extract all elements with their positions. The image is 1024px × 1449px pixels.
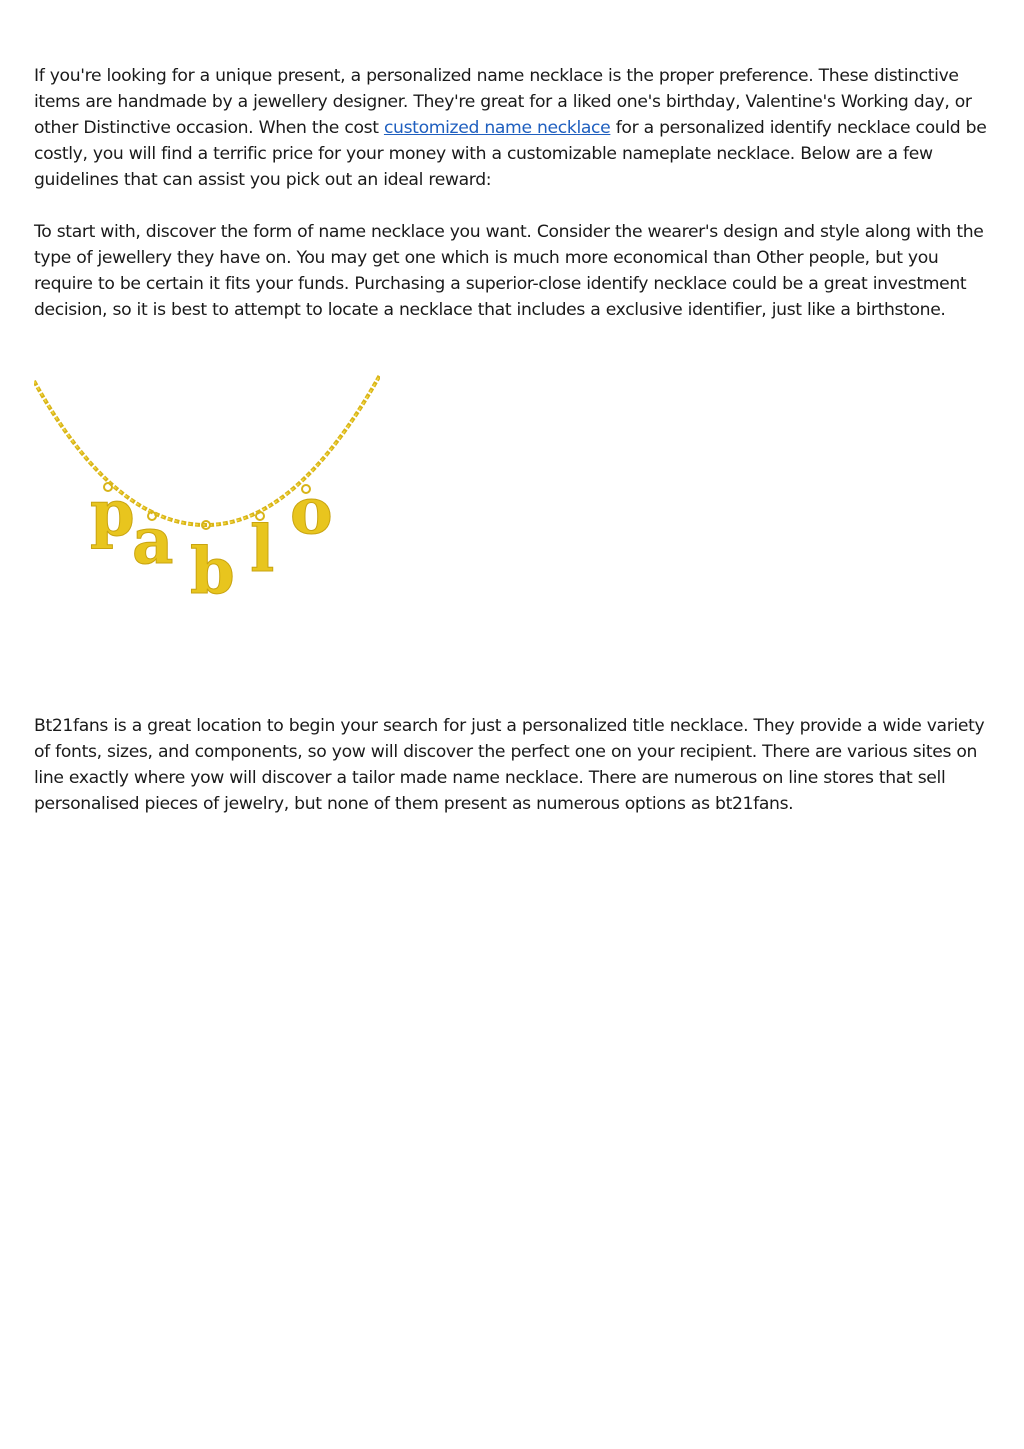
- pendant-letter: p: [90, 476, 135, 551]
- name-necklace-image: [34, 375, 380, 603]
- customized-name-necklace-link[interactable]: customized name necklace: [383, 118, 611, 138]
- pendant-letter: o: [290, 474, 333, 549]
- paragraph-bt21fans: Bt21fans is a great location to begin your search for just a personalized title necklace. They provide a wide variety of fonts, sizes, and components, so yow will discover the perfect one on your recipient. There are various sites on line exactly where yow will discover a tailor made name necklace. There are numerous on line stores that sell personalised pieces of jewelry, but none of them present as numerous options as bt21fans.: [34, 716, 985, 814]
- pendant-letter: b: [190, 534, 235, 603]
- pendant-letter: a: [132, 504, 174, 579]
- paragraph-choose-form: To start with, discover the form of name necklace you want. Consider the wearer's design and style along with the type of jewellery they have on. You may get one which is much more economical than Other people, but you require to be certain it fits your funds. Purchasing a superior-close identify necklace could be a great investment decision, so it is best to attempt to locate a necklace that includes a exclusive identifier, just like a birthstone.: [34, 222, 984, 320]
- paragraph-intro-text-after: for a personalized identify necklace could be costly, you will find a terrific price for your money with a customizable nameplate necklace. Below are a few guidelines that can assist you pick out an ideal reward:: [34, 118, 987, 190]
- paragraph-intro-text-before: If you're looking for a unique present, a personalized name necklace is the proper preference. These distinctive items are handmade by a jewellery designer. They're great for a liked one's birthday, Valentine's Working day, or other Distinctive occasion. When the cost: [34, 66, 972, 138]
- pendant-letter: l: [250, 512, 275, 587]
- paragraph-intro: [34, 63, 990, 193]
- article-body: [34, 63, 990, 817]
